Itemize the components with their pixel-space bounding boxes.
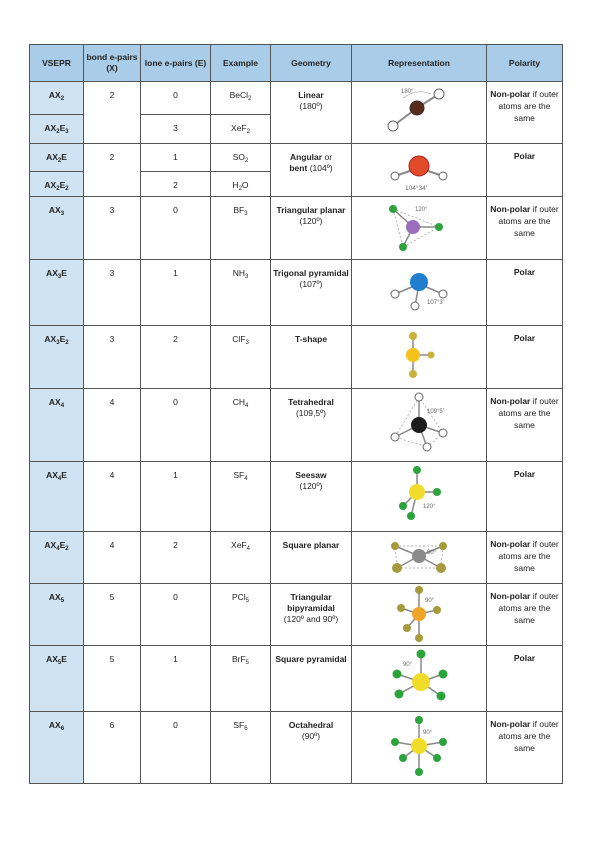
angle-label: 107°3' <box>427 300 444 306</box>
trigonal-bipyramidal-model <box>379 584 459 642</box>
angle-label: 120° <box>423 504 436 510</box>
outer-atom <box>389 205 397 213</box>
representation-cell <box>352 326 487 389</box>
lone-pairs-cell: 3 <box>141 115 211 144</box>
table-row <box>30 712 563 784</box>
outer-atom <box>439 172 447 180</box>
outer-atom <box>388 121 398 131</box>
outer-atom <box>393 670 402 679</box>
geometry-cell: Tetrahedral (109,5º) <box>271 389 352 462</box>
polarity-cell: Non-polar if outer atoms are the same <box>487 584 563 646</box>
bond-pairs-cell: 5 <box>84 646 141 712</box>
outer-atom <box>428 352 435 359</box>
trigonal-pyramidal-model <box>379 260 459 320</box>
central-atom <box>409 156 429 176</box>
example-cell: $H_2O$ <box>211 172 271 197</box>
outer-atom <box>409 370 417 378</box>
lone-pairs-cell: 1 <box>141 144 211 172</box>
table-row <box>30 389 563 462</box>
outer-atom <box>391 738 399 746</box>
representation-cell <box>352 144 487 197</box>
geometry-cell: Octahedral (90º) <box>271 712 352 784</box>
bond-pairs-cell: 4 <box>84 532 141 584</box>
example-cell: $SO_2$ <box>211 144 271 172</box>
outer-atom <box>391 290 399 298</box>
header-representation: Representation <box>352 45 487 82</box>
square-planar-model <box>379 532 459 580</box>
polarity-cell: Polar <box>487 260 563 326</box>
outer-atom <box>439 429 447 437</box>
bond-pairs-cell: 4 <box>84 462 141 532</box>
outer-atom <box>395 690 404 699</box>
outer-atom <box>434 89 444 99</box>
outer-atom <box>435 223 443 231</box>
vsepr-cell: $AX_5$ <box>30 584 84 646</box>
angle-label: 90° <box>403 662 413 668</box>
outer-atom <box>391 172 399 180</box>
vsepr-cell: $AX_3E$ <box>30 260 84 326</box>
table-row <box>30 462 563 532</box>
outer-atom <box>433 754 441 762</box>
header-bond-pairs: bond e-pairs (X) <box>84 45 141 82</box>
table-row <box>30 82 563 115</box>
outer-atom <box>397 604 405 612</box>
representation-cell <box>352 712 487 784</box>
outer-atom <box>439 738 447 746</box>
bond-pairs-cell: 6 <box>84 712 141 784</box>
polarity-cell: Non-polar if outer atoms are the same <box>487 712 563 784</box>
angle-label: 90° <box>423 730 433 736</box>
vsepr-cell: $AX_3E_2$ <box>30 326 84 389</box>
outer-atom <box>399 243 407 251</box>
representation-cell <box>352 462 487 532</box>
vsepr-cell: $AX_2E_3$ <box>30 115 84 144</box>
representation-cell <box>352 584 487 646</box>
example-cell: $NH_3$ <box>211 260 271 326</box>
example-cell: $SF_4$ <box>211 462 271 532</box>
header-polarity: Polarity <box>487 45 563 82</box>
bond-pairs-cell: 3 <box>84 197 141 260</box>
geometry-cell: Square planar <box>271 532 352 584</box>
geometry-cell: T-shape <box>271 326 352 389</box>
outer-atom <box>392 563 402 573</box>
geometry-cell: Angular or bent (104º) <box>271 144 352 197</box>
bond-pairs-cell: 4 <box>84 389 141 462</box>
geometry-cell: Triangular bipyramidal (120º and 90º) <box>271 584 352 646</box>
lone-pairs-cell: 0 <box>141 82 211 115</box>
outer-atom <box>423 443 431 451</box>
outer-atom <box>433 606 441 614</box>
outer-atom <box>411 302 419 310</box>
outer-atom <box>399 754 407 762</box>
example-cell: XeF$_4$ <box>211 532 271 584</box>
outer-atom <box>436 563 446 573</box>
lone-pairs-cell: 2 <box>141 326 211 389</box>
header-example: Example <box>211 45 271 82</box>
example-cell: ClF$_3$ <box>211 326 271 389</box>
angle-label: 180° <box>401 89 414 95</box>
octahedral-model <box>379 712 459 780</box>
central-atom <box>409 484 425 500</box>
central-atom <box>410 101 424 115</box>
polarity-cell: Polar <box>487 144 563 197</box>
representation-cell <box>352 82 487 144</box>
trigonal-planar-model <box>379 197 459 255</box>
central-atom <box>412 673 430 691</box>
polarity-cell: Non-polar if outer atoms are the same <box>487 197 563 260</box>
vsepr-cell: $AX_2E_2$ <box>30 172 84 197</box>
central-atom <box>412 549 426 563</box>
representation-cell <box>352 532 487 584</box>
outer-atom <box>415 768 423 776</box>
representation-cell <box>352 197 487 260</box>
vsepr-cell: $AX_4$ <box>30 389 84 462</box>
table-row <box>30 326 563 389</box>
outer-atom <box>439 542 447 550</box>
central-atom <box>411 738 427 754</box>
lone-pairs-cell: 0 <box>141 389 211 462</box>
table-row <box>30 260 563 326</box>
vsepr-cell: $AX_6$ <box>30 712 84 784</box>
table-row <box>30 646 563 712</box>
table-row <box>30 532 563 584</box>
bond-pairs-cell: 2 <box>84 82 141 144</box>
representation-cell <box>352 646 487 712</box>
vsepr-cell: $AX_2E$ <box>30 144 84 172</box>
representation-cell <box>352 260 487 326</box>
linear-molecule-model <box>379 82 459 138</box>
outer-atom <box>413 466 421 474</box>
geometry-cell: Triangular planar (120º) <box>271 197 352 260</box>
outer-atom <box>415 393 423 401</box>
lone-pairs-cell: 0 <box>141 584 211 646</box>
central-atom <box>410 273 428 291</box>
outer-atom <box>399 502 407 510</box>
outer-atom <box>407 512 415 520</box>
angle-label: 90° <box>427 550 437 556</box>
header-vsepr: VSEPR <box>30 45 84 82</box>
vsepr-cell: $AX_4E$ <box>30 462 84 532</box>
lone-pairs-cell: 1 <box>141 646 211 712</box>
bond-pairs-cell: 5 <box>84 584 141 646</box>
lone-pairs-cell: 1 <box>141 462 211 532</box>
bent-molecule-model <box>379 144 459 196</box>
seesaw-model <box>379 462 459 528</box>
header-row <box>30 45 563 82</box>
central-atom <box>406 348 420 362</box>
example-cell: BrF$_5$ <box>211 646 271 712</box>
vsepr-cell: $AX_5E$ <box>30 646 84 712</box>
angle-label: 109°5' <box>427 409 444 415</box>
bond-pairs-cell: 3 <box>84 326 141 389</box>
table-row <box>30 197 563 260</box>
geometry-cell: Square pyramidal <box>271 646 352 712</box>
vsepr-cell: $AX_3$ <box>30 197 84 260</box>
angle-label: 90° <box>425 598 435 604</box>
example-cell: $SF_6$ <box>211 712 271 784</box>
representation-cell <box>352 389 487 462</box>
outer-atom <box>439 290 447 298</box>
polarity-cell: Polar <box>487 326 563 389</box>
lone-pairs-cell: 2 <box>141 172 211 197</box>
tetrahedral-model <box>379 389 459 457</box>
polarity-cell: Non-polar if outer atoms are the same <box>487 389 563 462</box>
vsepr-cell: $AX_4E_2$ <box>30 532 84 584</box>
lone-pairs-cell: 1 <box>141 260 211 326</box>
vsepr-table <box>29 44 563 784</box>
vsepr-cell: $AX_2$ <box>30 82 84 115</box>
header-geometry: Geometry <box>271 45 352 82</box>
angle-label: 120° <box>415 207 428 213</box>
example-cell: PCl$_5$ <box>211 584 271 646</box>
geometry-cell: Seesaw (120º) <box>271 462 352 532</box>
outer-atom <box>437 692 446 701</box>
outer-atom <box>409 332 417 340</box>
table-row <box>30 144 563 172</box>
table-row <box>30 584 563 646</box>
angle-label: 104°34' <box>405 185 427 192</box>
t-shape-model <box>379 326 459 384</box>
polarity-cell: Non-polar if outer atoms are the same <box>487 82 563 144</box>
outer-atom <box>403 624 411 632</box>
example-cell: XeF$_2$ <box>211 115 271 144</box>
lone-pairs-cell: 0 <box>141 197 211 260</box>
polarity-cell: Non-polar if outer atoms are the same <box>487 532 563 584</box>
outer-atom <box>415 716 423 724</box>
bond-pairs-cell: 3 <box>84 260 141 326</box>
outer-atom <box>391 433 399 441</box>
example-cell: BeCl$_2$ <box>211 82 271 115</box>
example-cell: $CH_4$ <box>211 389 271 462</box>
outer-atom <box>439 670 448 679</box>
central-atom <box>412 607 426 621</box>
outer-atom <box>415 634 423 642</box>
lone-pairs-cell: 0 <box>141 712 211 784</box>
outer-atom <box>433 488 441 496</box>
central-atom <box>406 220 420 234</box>
square-pyramidal-model <box>379 646 459 708</box>
outer-atom <box>417 650 426 659</box>
outer-atom <box>415 586 423 594</box>
polarity-cell: Polar <box>487 462 563 532</box>
bond-pairs-cell: 2 <box>84 144 141 197</box>
example-cell: $BF_3$ <box>211 197 271 260</box>
header-lone-pairs: lone e-pairs (E) <box>141 45 211 82</box>
outer-atom <box>391 542 399 550</box>
geometry-cell: Linear (180º) <box>271 82 352 144</box>
polarity-cell: Polar <box>487 646 563 712</box>
geometry-cell: Trigonal pyramidal (107º) <box>271 260 352 326</box>
lone-pairs-cell: 2 <box>141 532 211 584</box>
central-atom <box>411 417 427 433</box>
